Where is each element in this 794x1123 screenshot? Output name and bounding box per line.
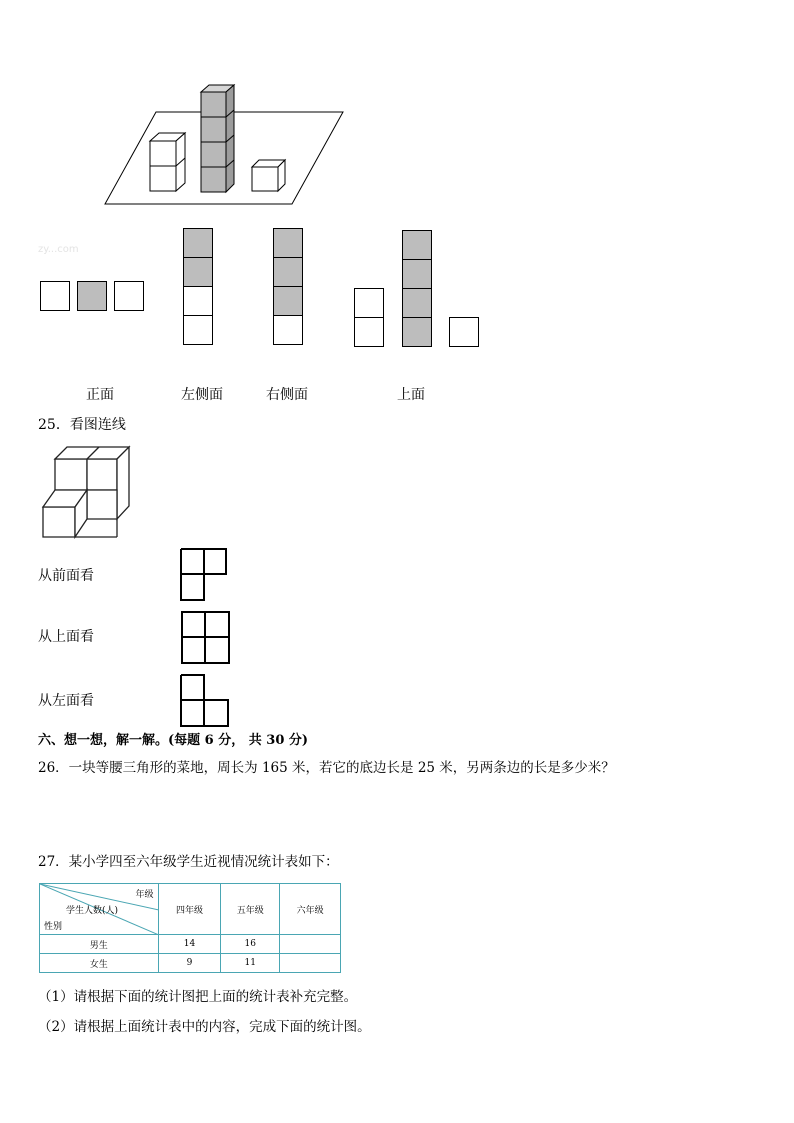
column-header: 四年级	[158, 884, 221, 935]
column-header: 五年级	[221, 884, 280, 935]
myopia-statistics-table	[39, 883, 341, 973]
question-27-sub-2: （2）请根据上面统计表中的内容，完成下面的统计图。	[38, 1019, 371, 1035]
row-label: 女生	[40, 954, 159, 973]
table-row	[40, 954, 341, 973]
table-cell-blank[interactable]	[280, 935, 341, 954]
view-square-shaded	[273, 228, 303, 258]
view-square	[183, 315, 213, 345]
table-cell-blank[interactable]	[280, 954, 341, 973]
view-square-shaded	[402, 288, 432, 318]
view-shape-square-2x2[interactable]	[178, 609, 233, 667]
column-header: 六年级	[280, 884, 341, 935]
view-square-shaded	[183, 257, 213, 287]
view-square-shaded	[183, 228, 213, 258]
corner-label-grade: 年级	[135, 890, 154, 900]
view-square-shaded	[77, 281, 107, 311]
view-square	[114, 281, 144, 311]
l-shaped-cube-solid-figure	[40, 444, 132, 540]
question-26-text: 26．一块等腰三角形的菜地，周长为 165 米，若它的底边长是 25 米，另两条边的长是多少米？	[38, 760, 615, 776]
table-cell: 16	[221, 935, 280, 954]
corner-label-student-count: 学生人数(人)	[66, 906, 119, 916]
label-left-view: 左侧面	[181, 387, 223, 403]
view-square-shaded	[402, 259, 432, 289]
view-square	[183, 286, 213, 316]
section-6-heading: 六、想一想，解一解。(每题 6 分， 共 30 分)	[38, 733, 309, 748]
cube-stacks-on-plate-figure	[100, 80, 350, 210]
view-square-shaded	[402, 230, 432, 260]
question-25-title: 25．看图连线	[38, 417, 126, 433]
view-square	[449, 317, 479, 347]
label-right-view: 右侧面	[266, 387, 308, 403]
label-top-view: 上面	[397, 387, 425, 403]
option-view-from-front: 从前面看	[38, 568, 94, 584]
option-view-from-left: 从左面看	[38, 693, 94, 709]
table-cell: 11	[221, 954, 280, 973]
view-square	[40, 281, 70, 311]
row-label: 男生	[40, 935, 159, 954]
view-shape-l-top-right[interactable]	[178, 546, 230, 604]
view-square-shaded	[273, 257, 303, 287]
question-27-text: 27．某小学四至六年级学生近视情况统计表如下：	[38, 854, 339, 870]
question-27-sub-1: （1）请根据下面的统计图把上面的统计表补充完整。	[38, 989, 358, 1005]
table-cell: 14	[158, 935, 221, 954]
table-row	[40, 935, 341, 954]
option-view-from-top: 从上面看	[38, 629, 94, 645]
view-square	[273, 315, 303, 345]
view-square-shaded	[273, 286, 303, 316]
label-front-view: 正面	[86, 387, 114, 403]
view-square	[354, 288, 384, 318]
corner-label-gender: 性别	[44, 922, 63, 932]
watermark-text: zy...com	[38, 244, 79, 255]
table-cell: 9	[158, 954, 221, 973]
view-shape-l-bottom-right[interactable]	[178, 672, 233, 730]
table-corner-header	[40, 884, 159, 935]
view-square	[354, 317, 384, 347]
view-square-shaded	[402, 317, 432, 347]
